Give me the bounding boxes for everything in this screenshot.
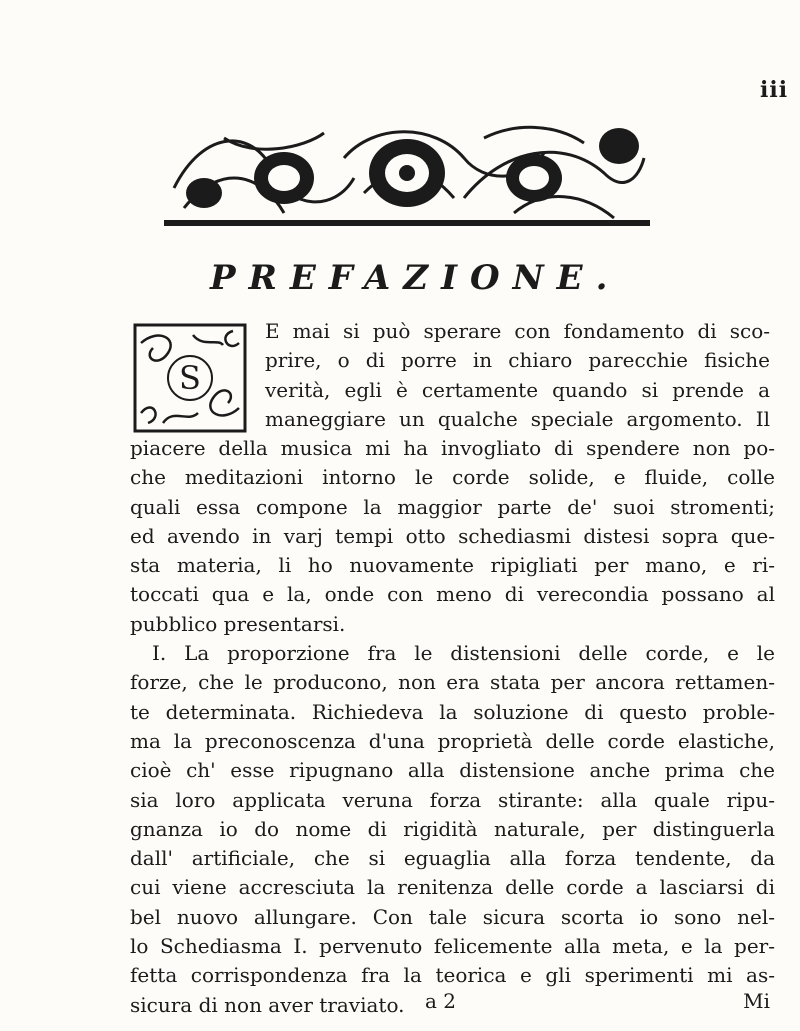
text-line: cioè ch' esse ripugnano alla distensione anche prima che	[130, 758, 775, 783]
page-number: iii	[760, 77, 789, 103]
text-line: pubblico presentarsi.	[130, 611, 346, 636]
text-line: E mai si può sperare con fondamento di sco-	[265, 319, 770, 343]
text-line: piacere della musica mi ha invogliato di spendere non po-	[130, 436, 775, 460]
text-line: ed avendo in varj tempi otto schediasmi distesi sopra que-	[130, 523, 775, 548]
text-line: forze, che le producono, non era stata per ancora rettamen-	[130, 670, 775, 695]
lead-paragraph	[265, 317, 770, 434]
text-line: quali essa compone la maggior parte de' suoi stromenti;	[130, 494, 775, 519]
catchline	[425, 989, 770, 1013]
text-line: gnanza io do nome di rigidità naturale, per distinguerla	[130, 816, 775, 841]
text-line: prire, o di porre in chiaro parecchie fisiche	[265, 348, 770, 373]
ornamental-headpiece	[164, 118, 650, 234]
text-line: toccati qua e la, onde con meno di verecondia possano al	[130, 582, 775, 607]
text-line: lo Schediasma I. pervenuto felicemente alla meta, e la per-	[130, 934, 775, 959]
text-line: I. La proporzione fra le distensioni delle corde, e le	[152, 641, 775, 666]
signature-mark: a 2	[425, 989, 457, 1013]
initial-ornament	[133, 323, 247, 433]
text-line: sia loro applicata veruna forza stirante: alla quale ripu-	[130, 787, 775, 812]
initial-letter: S	[179, 359, 201, 397]
text-line: verità, egli è certamente quando si prende a	[265, 377, 770, 402]
text-line: sicura di non aver traviato.	[130, 992, 405, 1017]
body-text	[130, 434, 775, 1020]
page-title: PREFAZIONE.	[210, 258, 621, 298]
text-line: dall' artificiale, che si eguaglia alla forza tendente, da	[130, 846, 775, 871]
text-line: maneggiare un qualche speciale argomento. Il	[265, 406, 770, 431]
text-line: cui viene accresciuta la renitenza delle corde a lasciarsi di	[130, 875, 775, 900]
text-line: sta materia, li ho nuovamente ripigliati per mano, e ri-	[130, 553, 775, 578]
text-line: ma la preconoscenza d'una proprietà delle corde elastiche,	[130, 728, 775, 753]
text-line: te determinata. Richiedeva la soluzione di questo proble-	[130, 699, 775, 724]
decorated-initial	[133, 323, 247, 433]
text-line: bel nuovo allungare. Con tale sicura scorta io sono nel-	[130, 904, 775, 929]
text-line: fetta corrispondenza fra la teorica e gli sperimenti mi as-	[130, 963, 775, 988]
catchword: Mi	[743, 989, 770, 1013]
text-line: che meditazioni intorno le corde solide, e fluide, colle	[130, 465, 775, 490]
